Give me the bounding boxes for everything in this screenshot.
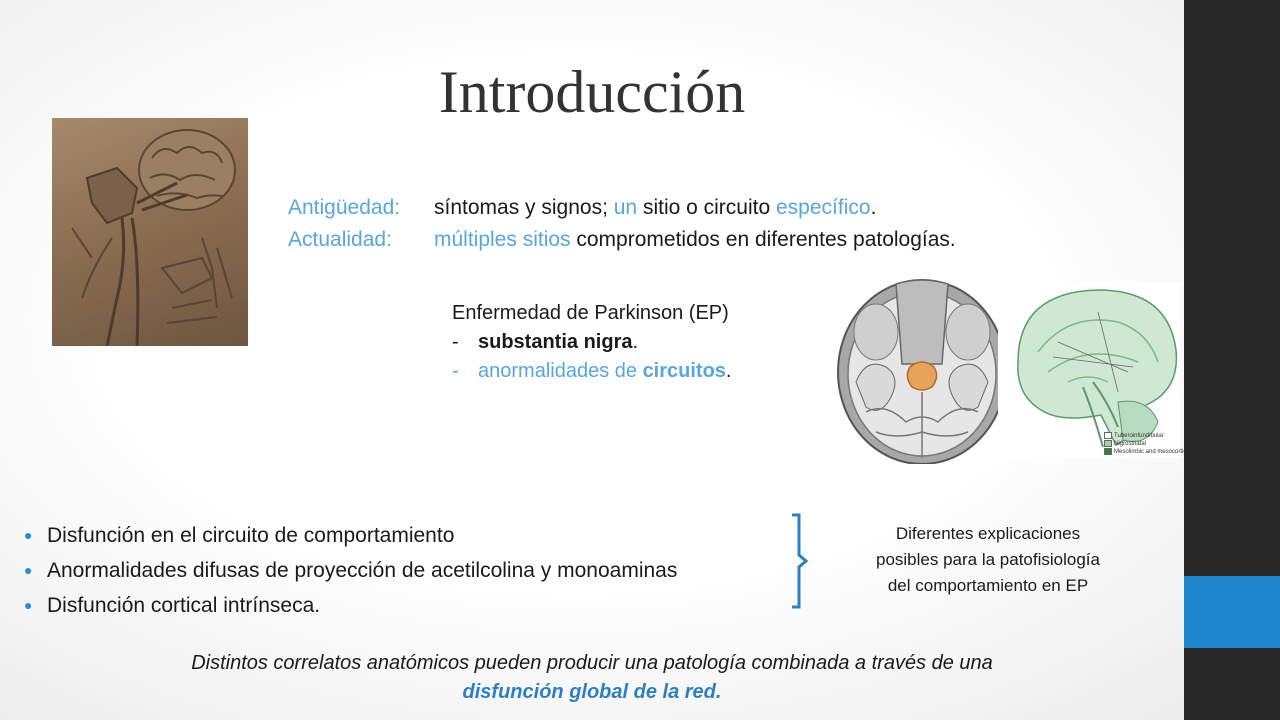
bullet-dot-icon: ●	[24, 597, 33, 613]
antiguedad-label: Antigüedad:	[288, 196, 401, 219]
actualidad-text-rest: comprometidos en diferentes patologías.	[570, 228, 956, 251]
actualidad-label: Actualidad:	[288, 228, 392, 251]
ep-item2-bold: circuitos	[642, 360, 726, 382]
legend-label-1: Tuberoinfundibular	[1114, 433, 1164, 440]
conclusion-line-2	[0, 678, 1184, 707]
legend-label-3: Mesolimbic and mesocortical	[1114, 449, 1192, 456]
antiguedad-text-2: sitio o circuito	[637, 196, 776, 219]
axial-brain-image	[836, 272, 1008, 464]
conclusion-line-1: Distintos correlatos anatómicos pueden producir una patología combinada a través de una	[191, 652, 993, 674]
legend-item-mesolimbic	[1104, 448, 1191, 456]
legend-swatch-white	[1104, 432, 1112, 439]
ep-item2-end: .	[725, 360, 732, 382]
ep-item1-end: .	[632, 331, 639, 353]
legend-swatch-dark-green	[1104, 448, 1112, 455]
ep-dash-2: -	[452, 360, 459, 382]
ep-item-substantia-nigra	[452, 328, 731, 357]
legend-label-2: Nigrostriatal	[1114, 441, 1147, 448]
figure-legend	[1104, 432, 1191, 456]
ep-item2-text: anormalidades de	[478, 360, 643, 382]
legend-swatch-light-green	[1104, 440, 1112, 447]
bullet-text: Anormalidades difusas de proyección de acetilcolina y monoaminas	[47, 559, 678, 582]
antiguedad-text-end: .	[870, 196, 877, 219]
actualidad-text-multiples: múltiples sitios	[434, 228, 571, 251]
antiguedad-text-especifico: específico	[776, 196, 871, 219]
bullet-text: Disfunción cortical intrínseca.	[47, 594, 321, 617]
bullet-dot-icon: ●	[24, 562, 33, 578]
legend-item-nigrostriatal	[1104, 440, 1191, 448]
bullet-list	[24, 518, 677, 623]
bullet-item	[24, 553, 677, 588]
right-bracket-icon	[790, 513, 808, 609]
slide-title: Introducción	[438, 59, 746, 125]
ep-heading: Enfermedad de Parkinson (EP)	[452, 302, 729, 324]
explanation-line-2: posibles para la patofisiología	[876, 550, 1100, 569]
explanation-line-3: del comportamiento en EP	[887, 576, 1089, 595]
ep-item-circuitos	[452, 357, 731, 386]
egyptian-relief-image	[52, 118, 248, 346]
explanation-text	[828, 521, 1148, 599]
bullet-item	[24, 518, 677, 553]
ep-item1-bold: substantia nigra	[478, 331, 633, 353]
antiguedad-text-un: un	[613, 196, 638, 219]
bullet-dot-icon: ●	[24, 527, 33, 543]
bullet-item	[24, 588, 677, 623]
explanation-line-1: Diferentes explicaciones	[895, 524, 1081, 543]
sidebar-accent-block	[1184, 576, 1280, 648]
bullet-text: Disfunción en el circuito de comportamiento	[47, 524, 455, 547]
conclusion-emphasis: disfunción global de la red	[462, 681, 716, 703]
parkinson-block	[452, 299, 731, 386]
actualidad-line	[288, 228, 956, 252]
ep-dash-1: -	[452, 331, 459, 353]
antiguedad-text-1: síntomas y signos;	[434, 196, 614, 219]
conclusion-end: .	[715, 681, 722, 703]
conclusion-text	[0, 649, 1184, 707]
legend-item-tuberoinfundibular	[1104, 432, 1191, 440]
antiguedad-line	[288, 196, 876, 220]
